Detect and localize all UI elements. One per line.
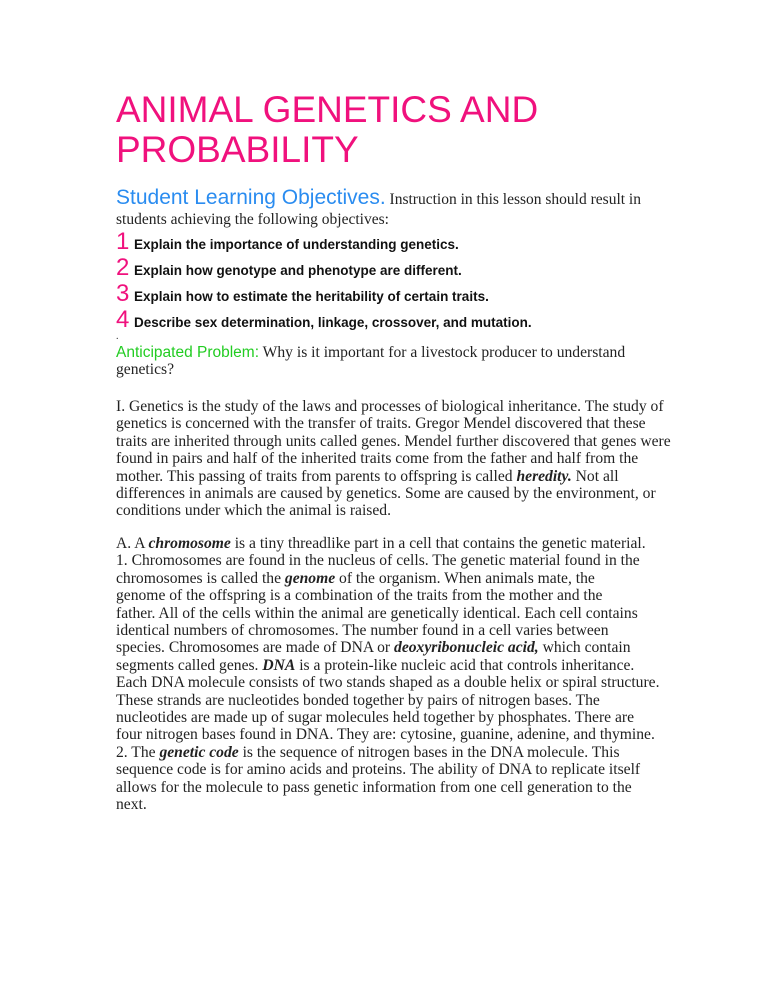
text-segment: I. Genetics is the study of the laws and processes of biological inheritance. The study of bbox=[116, 398, 664, 415]
text-segment: which contain bbox=[538, 639, 631, 657]
objectives-heading: Student Learning Objectives. bbox=[116, 186, 386, 209]
text-segment: four nitrogen bases found in DNA. They are: cytosine, guanine, adenine, and thymine. bbox=[116, 726, 655, 744]
objective-number: 3 bbox=[116, 280, 130, 307]
key-term: chromosome bbox=[148, 535, 231, 552]
objective-item bbox=[116, 229, 532, 255]
text-segment: conditions under which the animal is raised. bbox=[116, 502, 391, 520]
paragraph-line bbox=[116, 796, 660, 813]
intro-text: students achieving the following objectives: bbox=[116, 211, 389, 228]
objectives-list bbox=[116, 229, 532, 333]
paragraph-line bbox=[116, 674, 660, 691]
text-segment: mother. This passing of traits from parents to offspring is called bbox=[116, 467, 517, 485]
key-term: genome bbox=[284, 569, 336, 587]
text-segment: segments called genes. bbox=[116, 656, 263, 674]
text-segment: of the organism. When animals mate, the bbox=[335, 569, 595, 587]
paragraph-line bbox=[116, 744, 660, 761]
objective-text: Explain the importance of understanding genetics. bbox=[134, 237, 459, 252]
key-term: DNA bbox=[262, 656, 296, 674]
key-term: deoxyribonucleic acid, bbox=[394, 639, 539, 657]
title-line: PROBABILITY bbox=[116, 129, 359, 170]
objective-text: Explain how genotype and phenotype are different. bbox=[134, 263, 462, 278]
paragraph-line bbox=[116, 709, 660, 726]
paragraph-line bbox=[116, 761, 660, 778]
text-segment: genome of the offspring is a combination of the traits from the mother and the bbox=[116, 587, 603, 605]
objective-item bbox=[116, 307, 532, 333]
text-segment: A. A bbox=[116, 535, 149, 552]
text-segment: allows for the molecule to pass genetic information from one cell generation to the bbox=[116, 778, 632, 796]
text-segment: genetics is concerned with the transfer of traits. Gregor Mendel discovered that these bbox=[116, 415, 646, 433]
intro-text: Instruction in this lesson should result in bbox=[385, 191, 641, 208]
objective-item bbox=[116, 255, 532, 281]
paragraph-line bbox=[116, 552, 660, 569]
text-segment: father. All of the cells within the animal are genetically identical. Each cell contains bbox=[116, 604, 638, 622]
objective-number: 2 bbox=[116, 254, 130, 281]
paragraph-line bbox=[116, 605, 660, 622]
text-segment: identical numbers of chromosomes. The number found in a cell varies between bbox=[116, 622, 609, 640]
paragraph-line bbox=[116, 502, 671, 519]
text-segment: is a protein-like nucleic acid that controls inheritance. bbox=[295, 656, 635, 674]
objective-number: 4 bbox=[116, 306, 130, 333]
anticipated-label: Anticipated Problem: bbox=[116, 344, 260, 361]
paragraph-line bbox=[116, 485, 671, 502]
text-segment: is the sequence of nitrogen bases in the DNA molecule. This bbox=[238, 743, 620, 761]
paragraph-line bbox=[116, 468, 671, 485]
objective-item bbox=[116, 281, 532, 307]
key-term: genetic code bbox=[159, 743, 239, 761]
text-segment: These strands are nucleotides bonded together by pairs of nitrogen bases. The bbox=[116, 691, 600, 709]
page-title bbox=[116, 90, 538, 170]
text-segment: traits are inherited through units called genes. Mendel further discovered that genes were bbox=[116, 432, 671, 450]
objective-text: Describe sex determination, linkage, crossover, and mutation. bbox=[134, 315, 532, 330]
key-term: heredity. bbox=[516, 467, 572, 485]
paragraph-line bbox=[116, 657, 660, 674]
paragraph-line bbox=[116, 587, 660, 604]
paragraph-chromosome bbox=[116, 535, 660, 814]
paragraph-line bbox=[116, 639, 660, 656]
text-segment: is a tiny threadlike part in a cell that contains the genetic material. bbox=[230, 535, 646, 552]
anticipated-text: Why is it important for a livestock producer to understand bbox=[259, 344, 626, 361]
paragraph-line bbox=[116, 415, 671, 432]
paragraph-line bbox=[116, 570, 660, 587]
text-segment: nucleotides are made up of sugar molecules held together by phosphates. There are bbox=[116, 709, 635, 727]
paragraph-line bbox=[116, 535, 660, 552]
separator-dot: . bbox=[116, 331, 119, 342]
text-segment: 1. Chromosomes are found in the nucleus of cells. The genetic material found in the bbox=[116, 552, 640, 570]
anticipated-text: genetics? bbox=[116, 361, 175, 379]
paragraph-line bbox=[116, 433, 671, 450]
paragraph-line bbox=[116, 450, 671, 467]
objectives-intro bbox=[116, 188, 641, 230]
objective-text: Explain how to estimate the heritability of certain traits. bbox=[134, 289, 489, 304]
paragraph-line bbox=[116, 398, 671, 415]
text-segment: next. bbox=[116, 796, 147, 814]
paragraph-line bbox=[116, 726, 660, 743]
text-segment: sequence code is for amino acids and proteins. The ability of DNA to replicate itself bbox=[116, 761, 641, 779]
text-segment: Each DNA molecule consists of two stands shaped as a double helix or spiral structure. bbox=[116, 674, 660, 692]
text-segment: species. Chromosomes are made of DNA or bbox=[116, 639, 395, 657]
title-line: ANIMAL GENETICS AND bbox=[116, 89, 539, 130]
paragraph-genetics bbox=[116, 398, 671, 520]
text-segment: 2. The bbox=[116, 743, 160, 761]
objective-number: 1 bbox=[116, 228, 130, 255]
anticipated-problem bbox=[116, 344, 625, 379]
paragraph-line bbox=[116, 622, 660, 639]
text-segment: Not all bbox=[571, 467, 619, 485]
text-segment: differences in animals are caused by genetics. Some are caused by the environment, or bbox=[116, 485, 656, 503]
paragraph-line bbox=[116, 692, 660, 709]
paragraph-line bbox=[116, 779, 660, 796]
text-segment: found in pairs and half of the inherited traits come from the father and half from the bbox=[116, 450, 639, 468]
text-segment: chromosomes is called the bbox=[116, 569, 285, 587]
